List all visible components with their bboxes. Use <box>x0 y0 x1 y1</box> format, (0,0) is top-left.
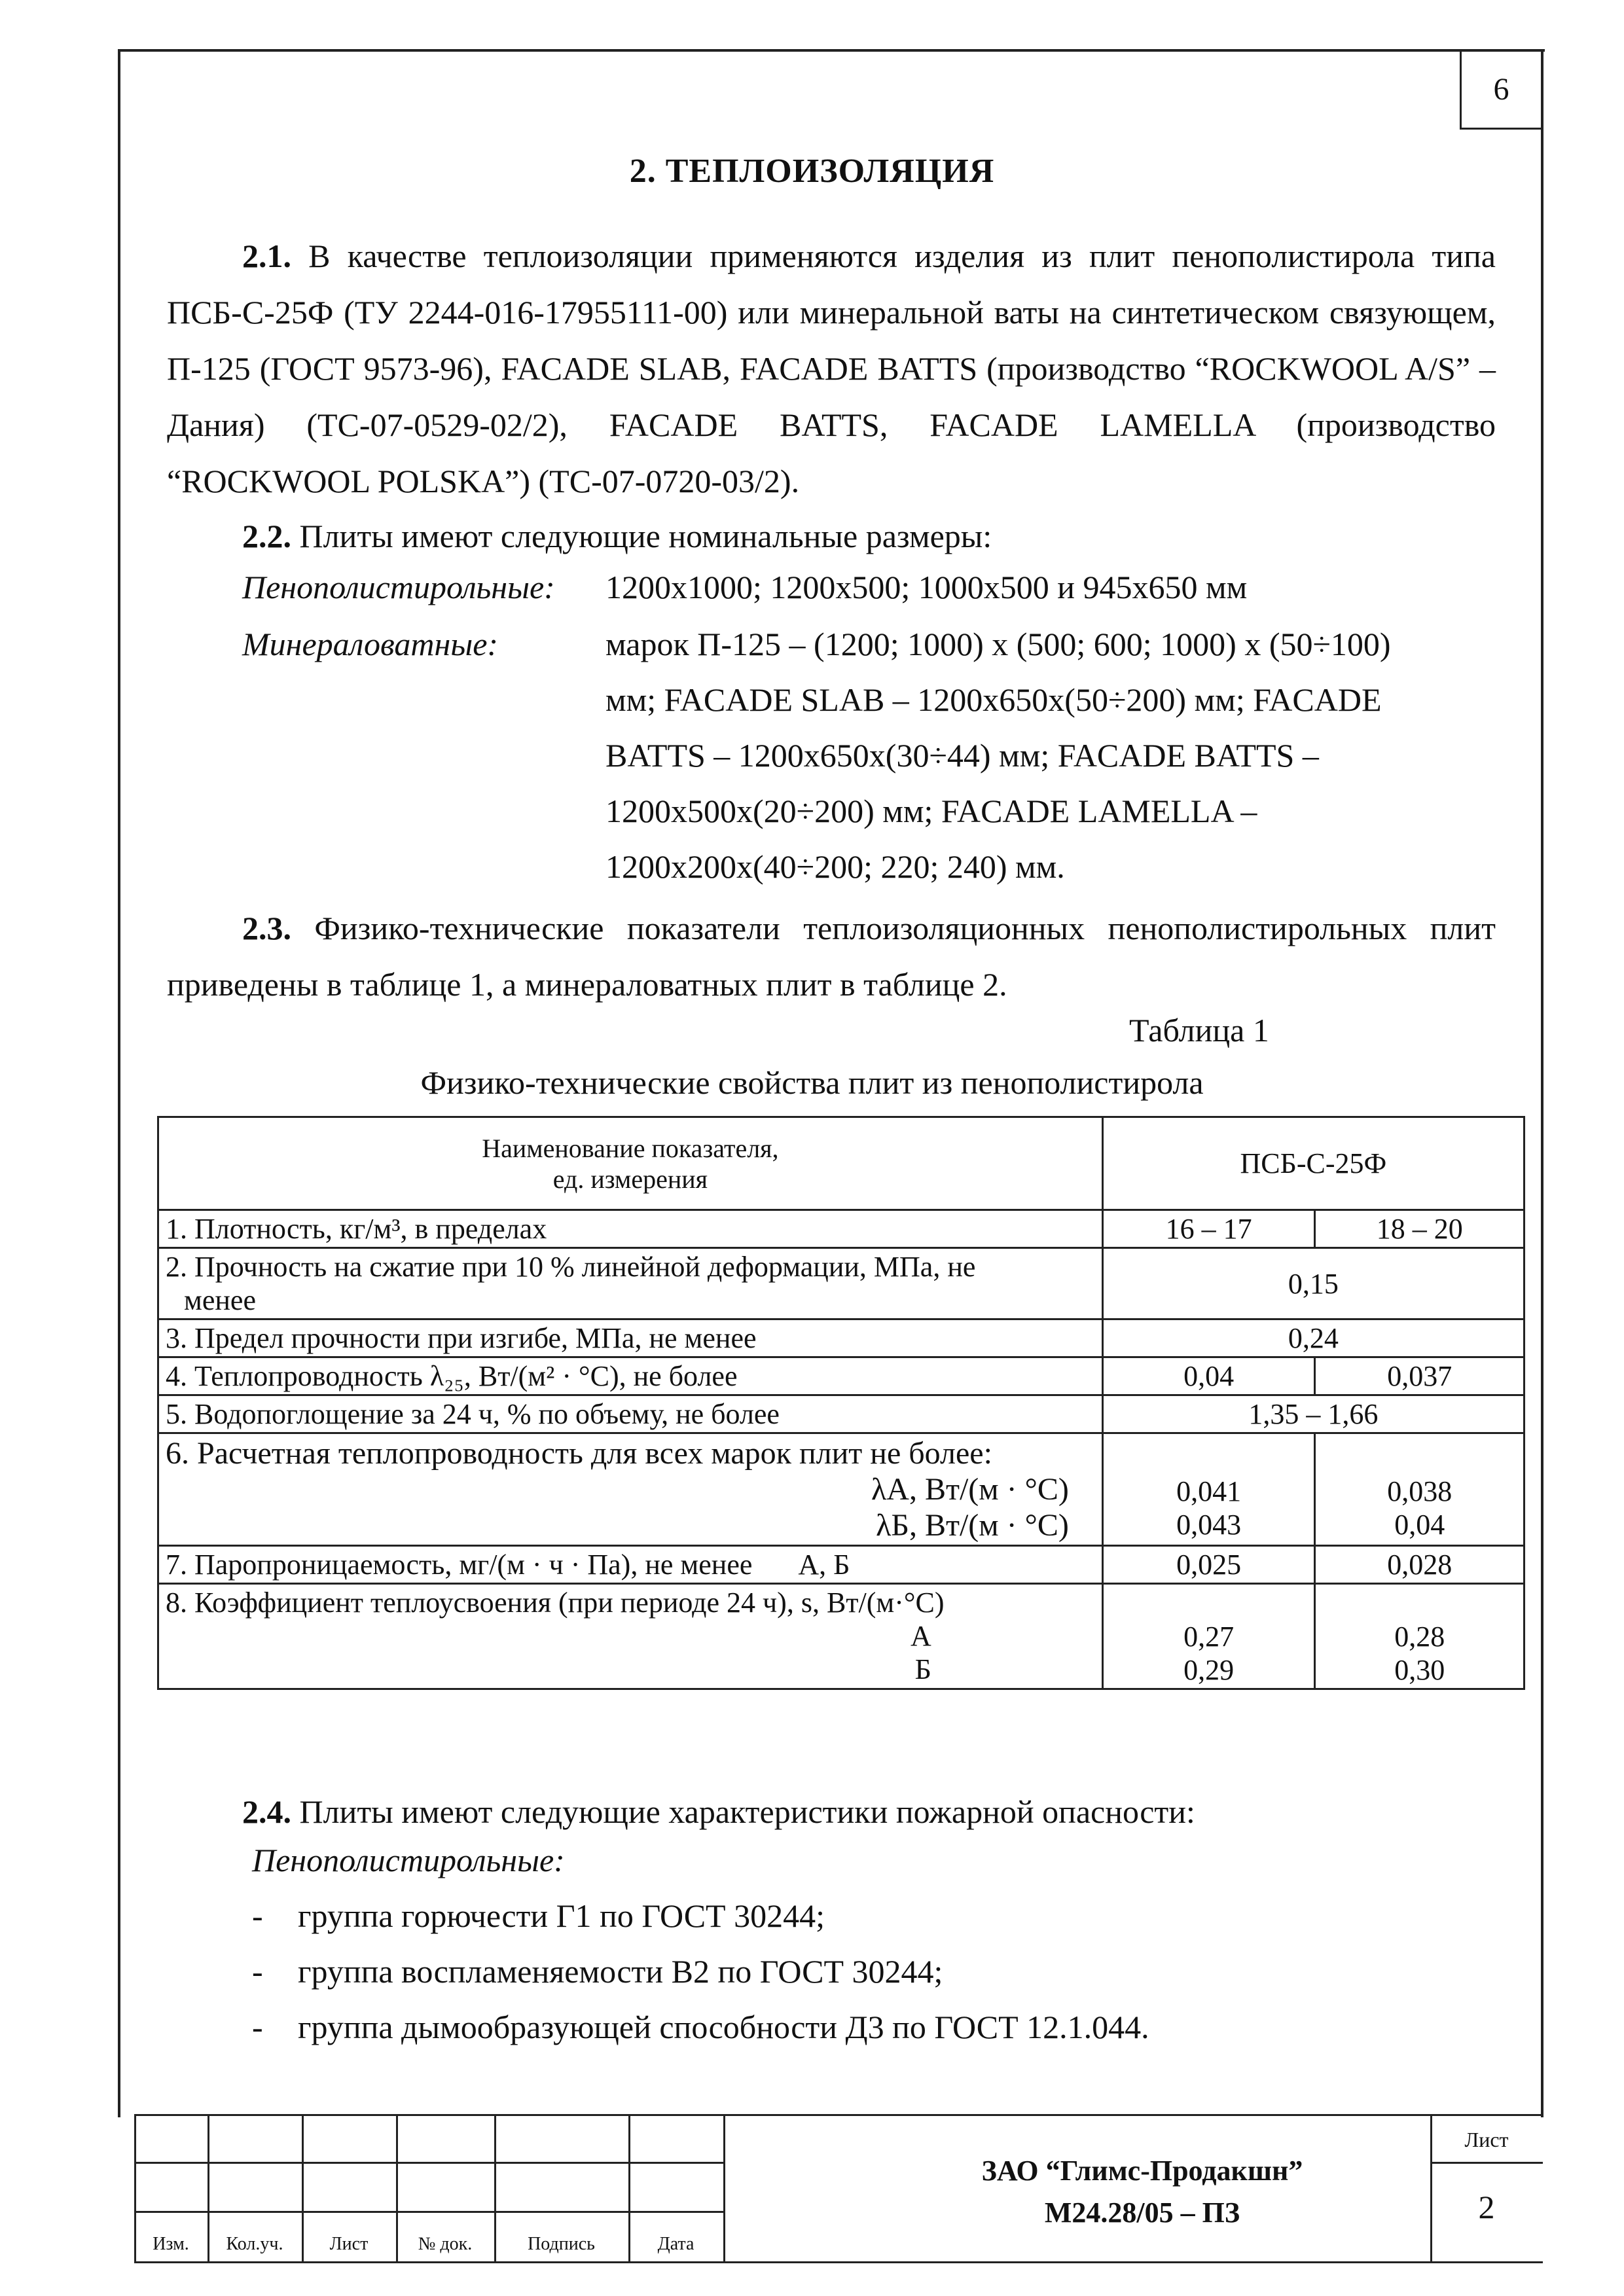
row-value: 0,037 <box>1315 1357 1525 1395</box>
stamp-sheet-label: Лист <box>1464 2128 1509 2151</box>
table-header-row <box>158 1117 1525 1210</box>
table-row <box>158 1210 1525 1248</box>
list-item: группа дымообразующей способности Д3 по ГОСТ 12.1.044. <box>298 2009 1149 2045</box>
mw-sizes-line: марок П-125 – (1200; 1000) х (500; 600; 1000) х (50÷100) <box>605 626 1391 662</box>
paragraph-number: 2.1. <box>242 238 291 274</box>
row-value: 0,028 <box>1315 1546 1525 1584</box>
row-value: 0,28 <box>1394 1621 1445 1653</box>
properties-table <box>157 1116 1525 1690</box>
stamp-col-kol: Кол.уч. <box>226 2234 283 2254</box>
list-bullet: - <box>252 1953 263 1990</box>
stamp-col-list: Лист <box>329 2234 369 2254</box>
stamp-col-sign: Подпись <box>528 2234 595 2254</box>
table-label: Таблица 1 <box>1129 1012 1269 1049</box>
row-value: 1,35 – 1,66 <box>1102 1395 1524 1433</box>
stamp-organization: ЗАО “Глимс-Продакшн” <box>981 2155 1303 2187</box>
table-row <box>158 1584 1525 1689</box>
paragraph-text: Плиты имеют следующие характеристики пожарной опасности: <box>291 1793 1195 1830</box>
eps-sizes-label: Пенополистирольные: <box>242 569 555 605</box>
header-name-cell <box>158 1117 1103 1210</box>
paragraph-text: Плиты имеют следующие номинальные размеры: <box>291 518 992 554</box>
row-name: 3. Предел прочности при изгибе, МПа, не менее <box>158 1319 1103 1357</box>
row-value: 0,04 <box>1394 1509 1445 1541</box>
paragraph-2-3 <box>167 900 1496 1013</box>
row-value: 0,24 <box>1102 1319 1524 1357</box>
row-value: 0,038 <box>1387 1475 1453 1507</box>
table-row <box>158 1433 1525 1546</box>
mw-sizes-line: 1200х500х(20÷200) мм; FACADE LAMELLA – <box>605 793 1257 829</box>
table-row <box>158 1357 1525 1395</box>
paragraph-2-1 <box>167 228 1496 509</box>
section-title: 2. ТЕПЛОИЗОЛЯЦИЯ <box>629 152 995 190</box>
paragraph-number: 2.3. <box>242 910 291 946</box>
page-number: 6 <box>1460 51 1541 130</box>
table-row <box>158 1248 1525 1319</box>
paragraph-2-2 <box>167 508 1496 564</box>
list-item: группа горючести Г1 по ГОСТ 30244; <box>298 1897 825 1934</box>
row-value-cell <box>1102 1433 1315 1546</box>
list-item: группа воспламеняемости В2 по ГОСТ 30244; <box>298 1953 943 1990</box>
row-name-cell <box>158 1546 1103 1584</box>
frame-top-line <box>118 49 1545 52</box>
stamp-col-date: Дата <box>657 2234 695 2254</box>
row-name-cell <box>158 1433 1103 1546</box>
paragraph-number: 2.4. <box>242 1793 291 1830</box>
list-bullet: - <box>252 1897 263 1934</box>
paragraph-number: 2.2. <box>242 518 291 554</box>
row-name-cell <box>158 1248 1103 1319</box>
mw-sizes-label: Минераловатные: <box>242 626 499 662</box>
row-sub-label: λА, Вт/(м · °С) <box>871 1472 1069 1507</box>
row-sub-label: А <box>911 1620 931 1652</box>
row-value: 16 – 17 <box>1102 1210 1315 1248</box>
table-row <box>158 1395 1525 1433</box>
stamp-col-doc: № док. <box>418 2234 473 2254</box>
header-name: Наименование показателя, <box>482 1133 779 1163</box>
mw-sizes-line: BATTS – 1200х650х(30÷44) мм; FACADE BATTS – <box>605 737 1319 774</box>
row-value: 0,15 <box>1102 1248 1524 1319</box>
row-value: 0,043 <box>1176 1509 1242 1541</box>
table-caption: Физико-технические свойства плит из пенополистирола <box>420 1064 1204 1101</box>
row-value: 0,041 <box>1176 1475 1242 1507</box>
fire-label: Пенополистирольные: <box>252 1842 565 1878</box>
row-value: 0,27 <box>1183 1621 1235 1653</box>
row-name-cell <box>158 1584 1103 1689</box>
paragraph-text: В качестве теплоизоляции применяются изделия из плит пенополистирола типа ПСБ-С-25Ф (ТУ 2244-016-17955111-00) или минеральной ваты на синтетическом связующем, П-125 (ГОСТ 9573-96), FACADE SLAB, FACADE BATTS (производство “ROCKWOOL A/S” – Дания) (ТС-07-0529-02/2), FACADE BATTS, FACADE LAMELLA (производство “ROCKWOOL POLSKA”) (ТС-07-0720-03/2). <box>167 238 1496 499</box>
row-name: 5. Водопоглощение за 24 ч, % по объему, не более <box>158 1395 1103 1433</box>
row-value-cell <box>1315 1584 1525 1689</box>
paragraph-text: Физико-технические показатели теплоизоляционных пенополистирольных плит приведены в таблице 1, а минераловатных плит в таблице 2. <box>167 910 1496 1003</box>
row-value: 0,29 <box>1183 1654 1235 1686</box>
mw-sizes-line: мм; FACADE SLAB – 1200х650х(50÷200) мм; FACADE <box>605 681 1382 718</box>
row-name: 2. Прочность на сжатие при 10 % линейной деформации, МПа, не <box>166 1251 976 1283</box>
row-value: 0,30 <box>1394 1654 1445 1686</box>
row-sub-label: А, Б <box>798 1549 850 1581</box>
list-bullet: - <box>252 2009 263 2045</box>
stamp-document-code: М24.28/05 – ПЗ <box>1044 2197 1240 2229</box>
eps-sizes-value: 1200х1000; 1200х500; 1000х500 и 945х650 мм <box>605 569 1248 605</box>
row-value: 18 – 20 <box>1315 1210 1525 1248</box>
table-row <box>158 1319 1525 1357</box>
header-unit: ед. измерения <box>552 1164 708 1194</box>
header-product: ПСБ-С-25Ф <box>1102 1117 1524 1210</box>
row-value: 0,04 <box>1102 1357 1315 1395</box>
row-value-cell <box>1315 1433 1525 1546</box>
row-name: 6. Расчетная теплопроводность для всех марок плит не более: <box>166 1436 992 1471</box>
paragraph-2-4 <box>167 1784 1496 1840</box>
row-value-cell <box>1102 1584 1315 1689</box>
row-name: 1. Плотность, кг/м³, в пределах <box>158 1210 1103 1248</box>
mw-sizes-line: 1200х200х(40÷200; 220; 240) мм. <box>605 848 1065 885</box>
title-block <box>134 2114 1543 2263</box>
table-row <box>158 1546 1525 1584</box>
stamp-sheet-number: 2 <box>1478 2189 1495 2225</box>
row-sub-label: λБ, Вт/(м · °С) <box>876 1508 1069 1543</box>
row-name: 8. Коэффициент теплоусвоения (при периоде 24 ч), s, Вт/(м·°С) <box>166 1587 945 1619</box>
row-name: 7. Паропроницаемость, мг/(м · ч · Па), не менее <box>166 1549 753 1581</box>
stamp-col-izm: Изм. <box>153 2234 189 2254</box>
row-name: 4. Теплопроводность λ₂₅, Вт/(м² · °С), не более <box>158 1357 1103 1395</box>
row-name-cont: менее <box>184 1284 256 1316</box>
row-sub-label: Б <box>914 1653 931 1685</box>
row-value: 0,025 <box>1102 1546 1315 1584</box>
